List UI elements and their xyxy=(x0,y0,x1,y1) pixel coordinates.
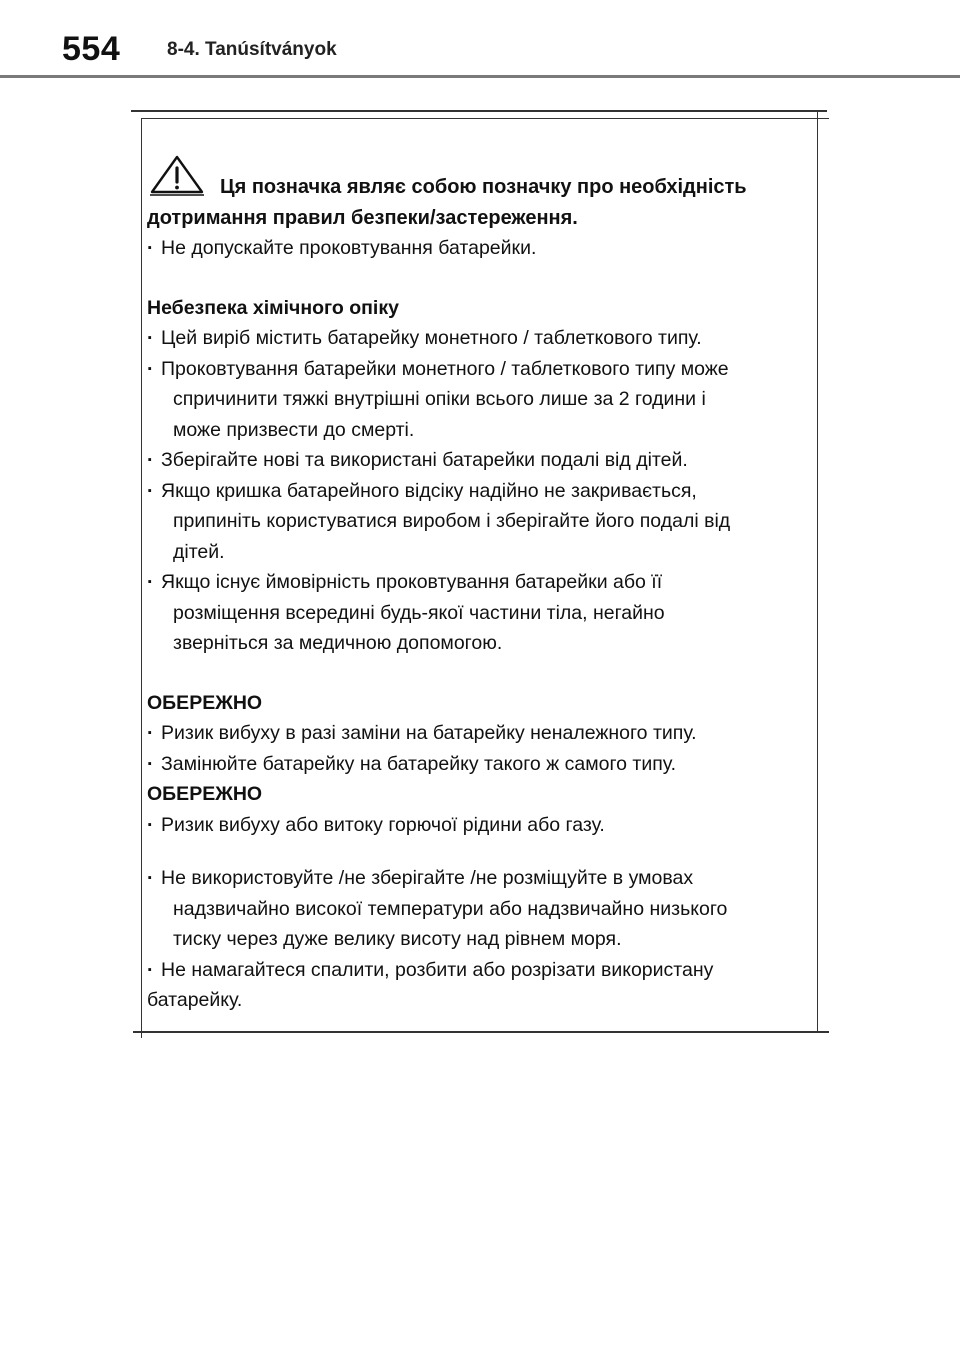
bullet-text: Проковтування батарейки монетного / таблеткового типу може xyxy=(161,357,729,380)
spacer xyxy=(147,264,807,293)
bullet-text: Якщо кришка батарейного відсіку надійно не закривається, xyxy=(161,479,697,502)
bullet-text: Ризик вибуху в разі заміни на батарейку неналежного типу. xyxy=(161,722,697,744)
bullet-item xyxy=(147,476,807,568)
spacer xyxy=(147,659,807,688)
bullet-text-continued: спричинити тяжкі внутрішні опіки всього лише за 2 години і xyxy=(173,388,706,410)
page-header xyxy=(0,0,960,78)
bullet-item xyxy=(147,863,807,955)
bullet-text: Замінюйте батарейку на батарейку такого ж самого типу. xyxy=(161,752,676,775)
bullet-text: Цей виріб містить батарейку монетного / таблеткового типу. xyxy=(161,327,702,349)
bullet-item xyxy=(147,233,807,264)
warning-intro xyxy=(147,156,807,203)
bullet-text-continued: припиніть користуватися виробом і зберігайте його подалі від xyxy=(173,510,731,532)
bullet-text: Не використовуйте /не зберігайте /не розміщуйте в умовах xyxy=(161,867,694,889)
frame-right-line xyxy=(817,110,818,1032)
bullet-text-continued: батарейку. xyxy=(147,989,243,1011)
frame-left-line xyxy=(141,118,142,1038)
bullet-text-continued: тиску через дуже велику висоту над рівнем моря. xyxy=(173,928,622,950)
bullet-item xyxy=(147,354,807,446)
page-number: 554 xyxy=(62,30,121,68)
bullet-text-continued: надзвичайно високої температури або надзвичайно низького xyxy=(173,897,728,920)
intro-line: дотримання правил безпеки/застереження. xyxy=(147,206,578,229)
bullet-text: Зберігайте нові та використані батарейки подалі від дітей. xyxy=(161,449,688,471)
chemical-burn-heading: Небезпека хімічного опіку xyxy=(147,296,399,319)
safety-notice-content xyxy=(147,156,807,1016)
frame-bottom-line xyxy=(133,1031,829,1033)
bullet-text-continued: дітей. xyxy=(173,540,225,563)
bullet-item xyxy=(147,567,807,659)
bullet-item xyxy=(147,445,807,476)
bullet-text: Не допускайте проковтування батарейки. xyxy=(161,237,537,259)
bullet-item xyxy=(147,323,807,354)
header-divider xyxy=(0,75,960,78)
bullet-text-continued: може призвести до смерті. xyxy=(173,418,415,441)
bullet-item xyxy=(147,718,807,749)
bullet-text-continued: розміщення всередині будь-якої частини тіла, негайно xyxy=(173,601,665,624)
frame-top-inner-line xyxy=(141,118,829,119)
caution-heading: ОБЕРЕЖНО xyxy=(147,691,263,714)
frame-top-line xyxy=(131,110,827,112)
section-title: 8-4. Tanúsítványok xyxy=(167,39,337,60)
warning-triangle-icon xyxy=(148,154,206,196)
intro-line: Ця позначка являє собою позначку про необхідність xyxy=(220,176,747,198)
bullet-text: Не намагайтеся спалити, розбити або розрізати використану xyxy=(161,958,714,981)
bullet-item xyxy=(147,955,807,986)
caution-heading: ОБЕРЕЖНО xyxy=(147,783,263,805)
bullet-text: Ризик вибуху або витоку горючої рідини або газу. xyxy=(161,813,605,836)
bullet-text-continued: зверніться за медичною допомогою. xyxy=(173,632,503,654)
bullet-item xyxy=(147,749,807,780)
bullet-item xyxy=(147,810,807,841)
spacer xyxy=(147,840,807,863)
bullet-text: Якщо існує ймовірність проковтування батарейки або її xyxy=(161,571,663,593)
